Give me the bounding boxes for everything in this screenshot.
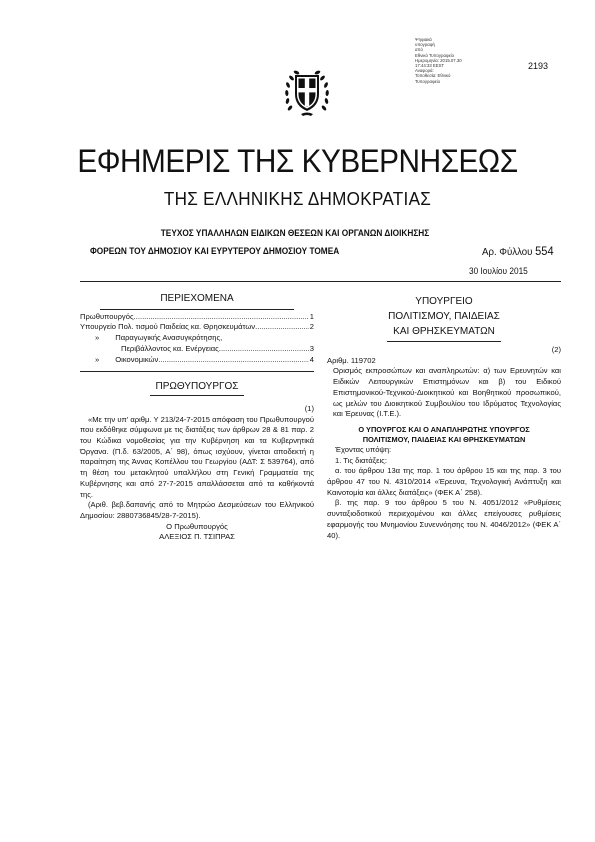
signature-line: Τυπογραφείο (415, 78, 441, 84)
toc-leader (219, 344, 309, 355)
sheet-number (482, 244, 554, 258)
gazette-subtitle: ΤΗΣ ΕΛΛΗΝΙΚΗΣ ΔΗΜΟΚΡΑΤΙΑΣ (163, 189, 432, 209)
decision-body: «Με την υπ' αριθμ. Υ 213/24-7-2015 απόφαση του Πρωθυπουργού που εκδόθηκε σύμφωνα με τις διατάξεις των άρθρων 28 & 81 παρ. 2 του Κώδικα νομοθεσίας για την Κυβέρνηση και τα Κυβερνητικά Όργανα. (Π.δ. 63/2005, Α΄ 98), όπως ισχύουν, γίνεται αποδεκτή η παραίτηση της Άννας Κοπέλλου του Γεωργίου (ΑΔΤ: Σ 539764), από τη θέση του μετακλητού υπαλλήλου στη Γενική Γραμματεία της Κυβέρνησης και από 27-7-2015 απαλλάσσεται από τα καθήκοντά της. (80, 414, 314, 499)
toc-bullet: » (95, 354, 100, 364)
gazette-title: ΕΦΗΜΕΡΙΣ ΤΗΣ ΚΥΒΕΡΝΗΣΕΩΣ (77, 143, 518, 179)
toc-leader (255, 322, 309, 333)
signer-name: ΑΛΕΞΙΟΣ Π. ΤΣΙΠΡΑΣ (159, 532, 235, 542)
pm-heading-underline (150, 395, 244, 396)
sheet-number-value: 554 (535, 244, 554, 258)
toc-entry[interactable] (80, 322, 314, 333)
toc-leader (158, 355, 308, 366)
header-divider (80, 281, 561, 282)
coat-of-arms-icon (283, 64, 331, 118)
signature-line: Τοποθεσία: Εθνικό (415, 73, 451, 79)
issue-series-line-1: ΤΕΥΧΟΣ ΥΠΑΛΛΗΛΩΝ ΕΙΔΙΚΩΝ ΘΕΣΕΩΝ ΚΑΙ ΟΡΓΑΝΩΝ ΔΙΟΙΚΗΣΗΣ (160, 228, 430, 238)
toc-entry[interactable] (80, 344, 314, 355)
toc-label: Πρωθυπουργός (80, 311, 134, 321)
ministry-line-2: ΠΟΛΙΤΙΣΜΟΥ, ΠΑΙΔΕΙΑΣ (388, 311, 500, 322)
digital-signature-block (415, 37, 493, 84)
signature-line: 17:44:33 EEST (415, 63, 445, 69)
pm-heading: ΠΡΩΘΥΠΟΥΡΓΟΣ (155, 381, 239, 393)
signature-line: Εθνικό Τυπογραφείο (415, 52, 454, 58)
provision-a: α. του άρθρου 13α της παρ. 1 του άρθρου 15 και της παρ. 3 του άρθρου 47 του Ν. 4310/2014 «Έρευνα, Τεχνολογική Ανάπτυξη και Καινοτομία και άλλες διατάξεις» (ΦΕΚ Α΄ 258). (327, 466, 561, 497)
decision-subject: Ορισμός εκπροσώπων και αναπληρωτών: α) των Ερευνητών και Ειδικών Λειτουργικών Επιστημόνων και β) του Ειδικού Επιστημονικού-Τεχνικού-Διοικητικού και Βοηθητικού προσωπικού, ως μελών του Διοικητικού Συμβουλίου του Ιδρύματος Τεχνολογίας και Έρευνας (Ι.Τ.Ε.). (333, 366, 561, 419)
authority-line-1: Ο ΥΠΟΥΡΓΟΣ ΚΑΙ Ο ΑΝΑΠΛΗΡΩΤΗΣ ΥΠΟΥΡΓΟΣ (358, 424, 530, 434)
sheet-label: Αρ. Φύλλου (482, 246, 533, 258)
toc-entry[interactable] (80, 312, 314, 323)
ministry-line-3: ΚΑΙ ΘΡΗΣΚΕΥΜΑΤΩΝ (393, 326, 495, 337)
decision-ref: Αριθμ. 119702 (327, 355, 376, 365)
signature-line: υπογραφή (415, 42, 435, 48)
signer-title: Ο Πρωθυπουργός (166, 521, 228, 531)
toc-page: 2 (309, 322, 314, 332)
toc-label: Παραγωγικής Ανασυγκρότησης, (115, 333, 223, 343)
toc-leader (134, 312, 309, 323)
section-divider (80, 371, 314, 372)
toc-label: Οικονομικών (115, 354, 159, 364)
left-column (80, 294, 314, 543)
toc-label: Υπουργείο Πολ. τισμού Παιδείας κα. Θρησκευμάτων (80, 322, 256, 332)
decision-number: (2) (551, 345, 561, 354)
right-column (327, 294, 561, 541)
contents-divider (100, 309, 294, 310)
issue-series-line-2: ΦΟΡΕΩΝ ΤΟΥ ΔΗΜΟΣΙΟΥ ΚΑΙ ΕΥΡΥΤΕΡΟΥ ΔΗΜΟΣΙΟΥ ΤΟΜΕΑ (90, 246, 340, 256)
signature-line: Ημερομηνία: 2015.07.30 (415, 57, 462, 63)
toc-page: 3 (309, 343, 314, 353)
decision-number: (1) (304, 403, 314, 413)
toc-page: 1 (309, 311, 314, 321)
contents-heading: ΠΕΡΙΕΧΟΜΕΝΑ (160, 293, 234, 304)
having-regard: Έχοντας υπόψη: (335, 444, 392, 454)
issue-date: 30 Ιουλίου 2015 (469, 266, 528, 276)
provision-b: β. της παρ. 9 του άρθρου 5 του Ν. 4051/2012 «Ρυθμίσεις συνταξιοδοτικού περιεχομένου και άλλες επείγουσες ρυθμίσεις εφαρμογής του Μνημονίου Συνεννόησης του Ν. 4046/2012» (ΦΕΚ Α΄ 40). (327, 498, 561, 540)
page-number: 2193 (528, 61, 549, 71)
provision-1: 1. Τις διατάξεις: (335, 455, 387, 465)
toc-page: 4 (309, 354, 314, 364)
decision-note: (Αριθ. βεβ.δαπανής από το Μητρώο Δεσμεύσεων του Ελληνικού Δημοσίου: 2880736845/28-7-2015). (80, 500, 314, 520)
toc-entry[interactable] (80, 333, 314, 344)
toc-entry[interactable] (80, 355, 314, 366)
signature-line: Αναφορά: (415, 68, 434, 74)
toc-bullet: » (95, 333, 100, 343)
toc-label: Περιβάλλοντος κα. Ενέργειας (121, 343, 219, 353)
ministry-line-1: ΥΠΟΥΡΓΕΙΟ (415, 296, 473, 307)
signature-line: από (415, 47, 423, 53)
signature-line: Ψηφιακά (415, 37, 432, 42)
ministry-underline (387, 341, 501, 342)
authority-line-2: ΠΟΛΙΤΙΣΜΟΥ, ΠΑΙΔΕΙΑΣ ΚΑΙ ΘΡΗΣΚΕΥΜΑΤΩΝ (362, 434, 526, 444)
